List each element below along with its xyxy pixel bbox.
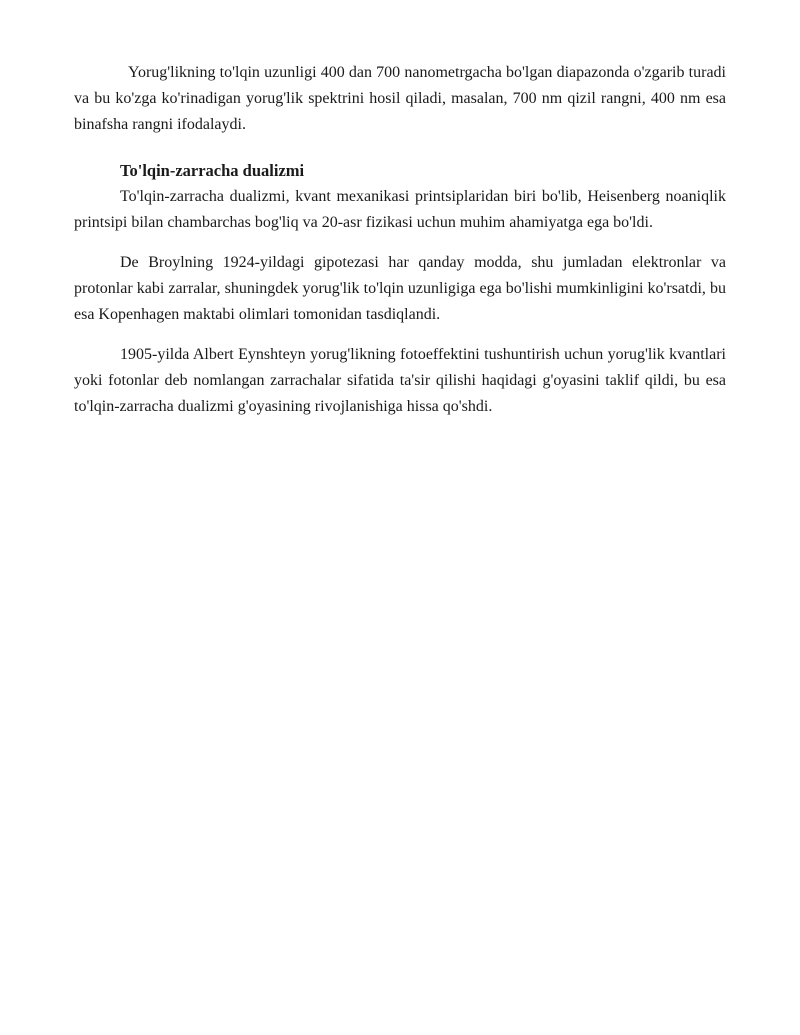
paragraph-wavelength: Yorug'likning to'lqin uzunligi 400 dan 700 nanometrgacha bo'lgan diapazonda o'zgarib turadi va bu ko'zga ko'rinadigan yorug'lik spektrini hosil qiladi, masalan, 700 nm qizil rangni, 400 nm esa binafsha rangni ifodalaydi. <box>74 64 726 133</box>
paragraph-duality: To'lqin-zarracha dualizmi, kvant mexanikasi printsiplaridan biri bo'lib, Heisenberg noaniqlik printsipi bilan chambarchas bog'liq va 20-asr fizikasi uchun muhim ahamiyatga ega bo'ldi. <box>74 188 726 231</box>
paragraph-de-broglie: De Broylning 1924-yildagi gipotezasi har qanday modda, shu jumladan elektronlar va protonlar kabi zarralar, shuningdek yorug'lik to'lqin uzunligiga ega bo'lishi mumkinligini ko'rsatdi, bu esa Kopenhagen maktabi olimlari tomonidan tasdiqlandi. <box>74 254 726 323</box>
document-body <box>74 60 726 420</box>
paragraph-einstein: 1905-yilda Albert Eynshteyn yorug'likning fotoeffektini tushuntirish uchun yorug'lik kvantlari yoki fotonlar deb nomlangan zarrachalar sifatida ta'sir qilishi haqidagi g'oyasini taklif qildi, bu esa to'lqin-zarracha dualizmi g'oyasining rivojlanishiga hissa qo'shdi. <box>74 346 726 415</box>
section-heading: To'lqin-zarracha dualizmi <box>120 161 305 180</box>
